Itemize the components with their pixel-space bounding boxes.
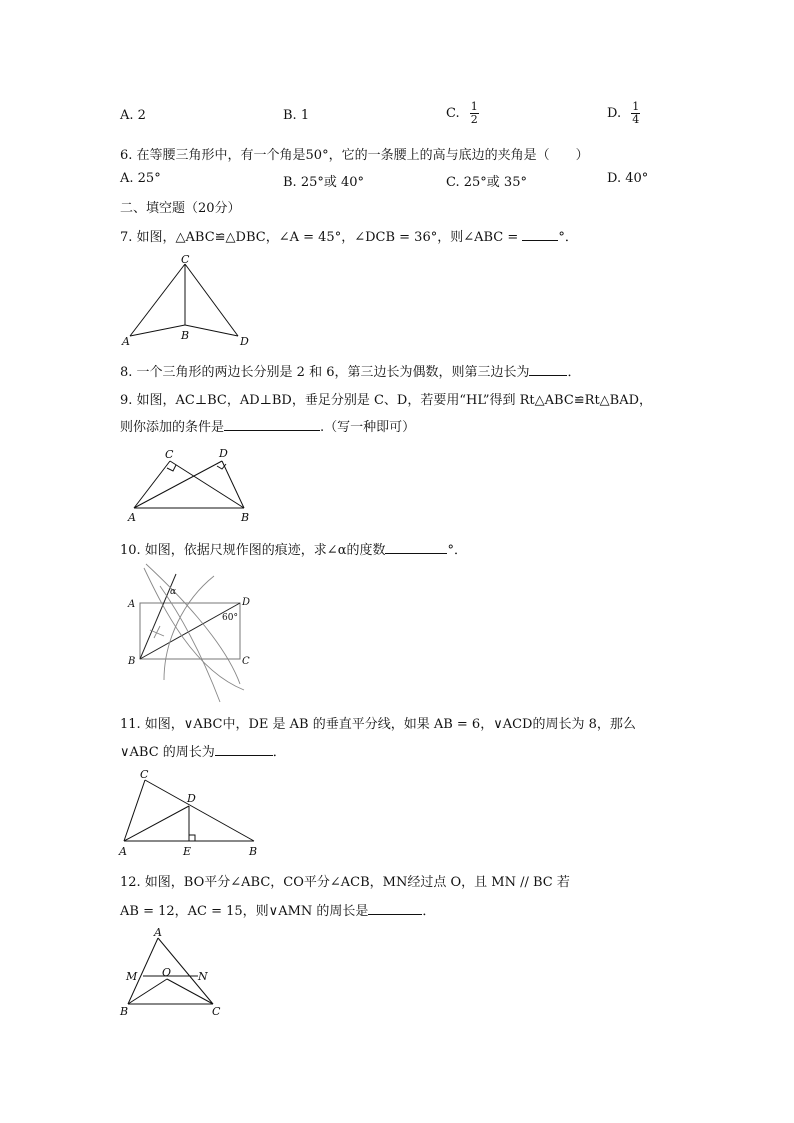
q5-choice-d [607,101,640,126]
q6-choice-d: D. 40° [607,171,649,186]
q10-answer-blank[interactable] [385,541,447,554]
q9-label-a: A [128,511,136,524]
q7-answer-blank[interactable] [522,228,558,241]
q6-choice-a: A. 25° [120,171,161,186]
q12-answer-blank[interactable] [368,902,422,915]
q11-label-a: A [119,845,127,858]
q9-line1: 9. 如图，AC⊥BC，AD⊥BD，垂足分别是 C、D，若要用“HL”得到 Rt△ABC≌Rt△BAD， [120,393,653,408]
q5-choice-b: B. 1 [283,108,310,123]
q5-d-numerator: 1 [632,100,640,113]
q6-choice-c: C. 25°或 35° [446,175,527,190]
q7-figure [118,252,258,348]
q9-label-c: C [165,448,174,461]
q8-stem: 8. 一个三角形的两边长分别是 2 和 6，第三边长为偶数，则第三边长为 [120,365,530,380]
q10-label-c: C [242,656,250,667]
q9-stem: 则你添加的条件是 [120,420,225,435]
section-heading: 二、填空题（20分） [120,201,241,216]
q12-label-a: A [154,926,162,939]
q5-choice-d-label: D. [607,106,622,121]
q5-choice-a: A. 2 [120,108,146,123]
q9-answer-blank[interactable] [224,418,320,431]
q9-line2 [120,416,415,435]
q9-label-b: B [241,511,250,524]
q5-choice-c [446,101,479,126]
q5-c-denominator: 2 [470,113,478,126]
q12-end: ． [422,904,436,919]
q5-choice-d-fraction [631,101,640,126]
q10-text [120,539,467,558]
q8-answer-blank[interactable] [529,363,567,376]
q12-line2 [120,900,435,919]
q12-label-b: B [120,1005,129,1018]
q12-figure [116,924,240,1022]
q11-line1: 11. 如图，∨ABC中，DE 是 AB 的垂直平分线，如果 AB = 6，∨ACD的周长为 8，那么 [120,717,636,732]
q9-label-d: D [219,447,228,460]
q5-choice-c-label: C. [446,106,460,121]
q12-label-o: O [162,966,172,979]
q10-end: °． [447,543,467,558]
q7-end: °． [558,230,578,245]
q7-label-a: A [122,335,130,348]
q5-c-numerator: 1 [470,100,478,113]
q12-stem: AB = 12，AC = 15，则∨AMN 的周长是 [120,904,369,919]
q11-stem: ∨ABC 的周长为 [120,745,215,760]
q9-figure [124,444,260,526]
q12-line1: 12. 如图，BO平分∠ABC，CO平分∠ACB，MN经过点 O，且 MN // BC 若 [120,875,570,890]
q6-stem: 6. 在等腰三角形中，有一个角是50°，它的一条腰上的高与底边的夹角是（ ） [120,148,589,163]
q7-label-c: C [181,253,190,266]
q10-figure [124,560,260,706]
q11-label-d: D [187,792,196,805]
q8-end: ． [567,365,581,380]
q11-label-e: E [183,845,192,858]
q10-label-d: D [242,597,251,608]
q6-choice-b: B. 25°或 40° [283,175,365,190]
q7-stem: 7. 如图，△ABC≌△DBC，∠A = 45°，∠DCB = 36°，则∠ABC = [120,230,519,245]
q11-line2 [120,741,286,760]
q10-stem: 10. 如图，依据尺规作图的痕迹，求∠α的度数 [120,543,386,558]
q10-label-b: B [128,656,136,667]
q11-label-b: B [249,845,258,858]
q7-label-b: B [181,329,190,342]
q5-choice-c-fraction [470,101,479,126]
q10-label-a: A [128,599,136,610]
q12-label-c: C [212,1005,221,1018]
q7-text [120,226,578,245]
q5-d-denominator: 4 [632,113,640,126]
q7-label-d: D [240,335,249,348]
q11-answer-blank[interactable] [215,743,273,756]
q10-label-60deg: 60° [222,613,238,623]
q12-label-n: N [198,970,208,983]
q8-text [120,361,581,380]
q9-end: .（写一种即可） [320,420,416,435]
q10-label-alpha: α [170,587,177,597]
q12-label-m: M [126,970,138,983]
q11-end: ． [272,745,286,760]
q11-figure [114,764,266,860]
q11-label-c: C [140,768,149,781]
